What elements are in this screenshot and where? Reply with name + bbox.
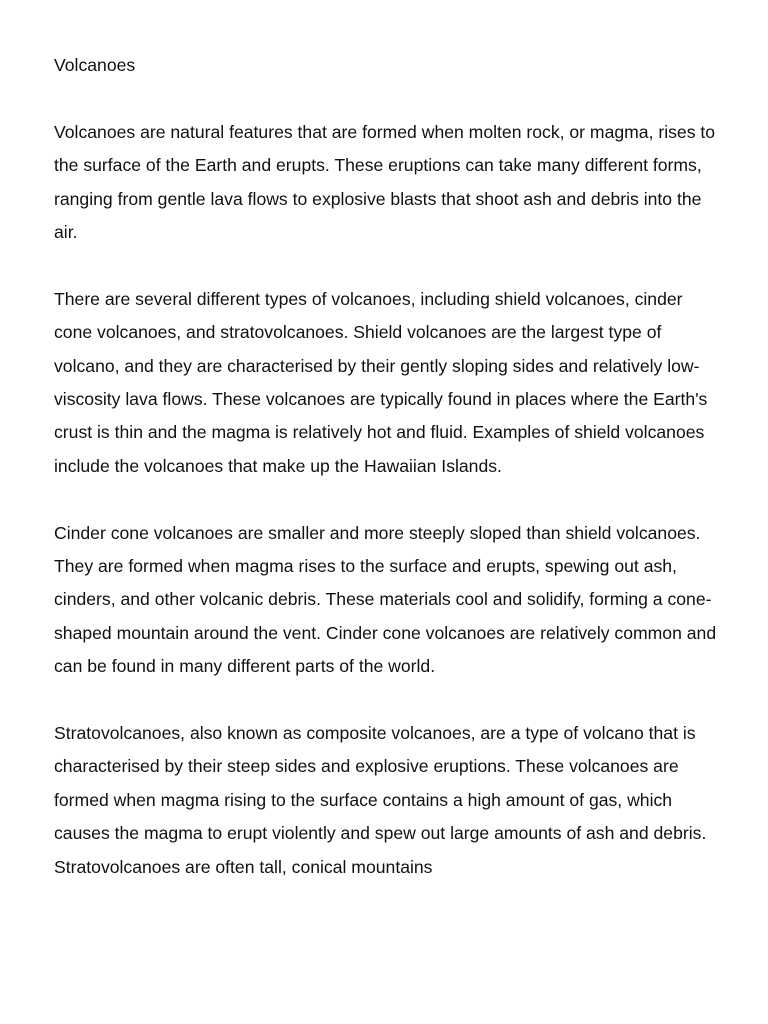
paragraph-volcano-types: There are several different types of volcanoes, including shield volcanoes, cinder cone volcanoes, and stratovolcanoes. Shield volcanoes are the largest type of volcano, and they are characterised by their gently sloping sides and relatively low-viscosity lava flows. These volcanoes are typically found in places where the Earth's crust is thin and the magma is relatively hot and fluid. Examples of shield volcanoes include the volcanoes that make up the Hawaiian Islands. [54,288,708,476]
paragraph-cinder-cone: Cinder cone volcanoes are smaller and more steeply sloped than shield volcanoes. They are formed when magma rises to the surface and erupts, spewing out ash, cinders, and other volcanic debris. These materials cool and solidify, forming a cone-shaped mountain around the vent. Cinder cone volcanoes are relatively common and can be found in many different parts of the world. [54,522,717,677]
paragraph-stratovolcanoes: Stratovolcanoes, also known as composite volcanoes, are a type of volcano that is characterised by their steep sides and explosive eruptions. These volcanoes are formed when magma rising to the surface contains a high amount of gas, which causes the magma to erupt violently and spew out large amounts of ash and debris. Stratovolcanoes are often tall, conical mountains [54,723,707,877]
document-page [54,49,724,917]
document-title: Volcanoes [54,55,136,75]
paragraph-intro: Volcanoes are natural features that are formed when molten rock, or magma, rises to the surface of the Earth and erupts. These eruptions can take many different forms, ranging from gentle lava flows to explosive blasts that shoot ash and debris into the air. [54,121,716,243]
